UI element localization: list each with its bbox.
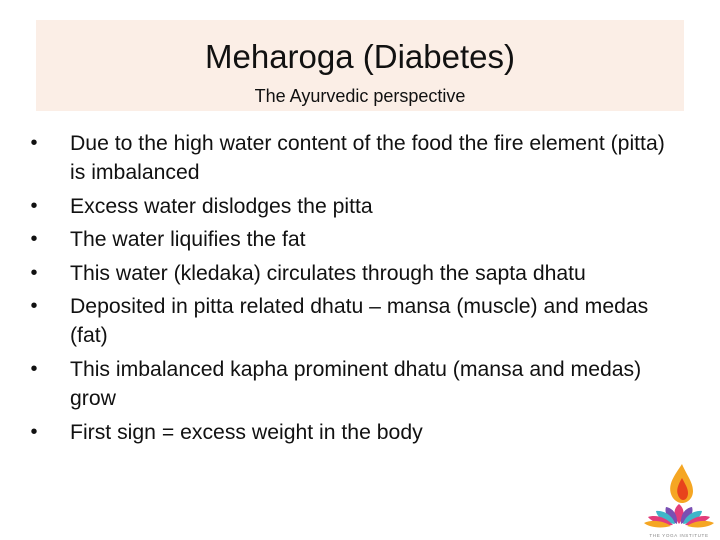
bullet-dot-icon: • — [30, 357, 38, 380]
bullet-dot-icon: • — [30, 295, 38, 318]
title-band — [36, 20, 684, 111]
bullet-text: This water (kledaka) circulates through the sapta dhatu — [70, 261, 586, 285]
bullet-item — [27, 225, 677, 254]
bullet-text: The water liquifies the fat — [70, 228, 306, 252]
bullet-item — [27, 355, 677, 413]
bullet-item — [27, 292, 677, 350]
bullet-text: First sign = excess weight in the body — [70, 420, 423, 444]
bullet-text: Excess water dislodges the pitta — [70, 194, 373, 218]
bullet-item — [27, 129, 677, 187]
lotus-flame-icon — [638, 460, 720, 540]
bullet-list — [27, 129, 677, 447]
bullet-dot-icon: • — [30, 194, 38, 217]
bullet-dot-icon: • — [30, 132, 38, 154]
bullet-item — [27, 418, 677, 447]
bullet-dot-icon: • — [30, 261, 38, 284]
bullet-dot-icon: • — [30, 228, 38, 251]
bullet-item — [27, 259, 677, 288]
bullet-item — [27, 192, 677, 221]
bullet-text: Due to the high water content of the food the fire element (pitta) is imbalanced — [70, 132, 665, 184]
slide-title: Meharoga (Diabetes) — [205, 38, 515, 75]
bullet-dot-icon: • — [30, 420, 38, 443]
bullet-text: This imbalanced kapha prominent dhatu (mansa and medas) grow — [70, 357, 642, 410]
slide-subtitle: The Ayurvedic perspective — [254, 86, 466, 106]
bullet-text: Deposited in pitta related dhatu – mansa (muscle) and medas (fat) — [70, 295, 649, 348]
logo-caption: THE YOGA INSTITUTE — [649, 533, 709, 538]
